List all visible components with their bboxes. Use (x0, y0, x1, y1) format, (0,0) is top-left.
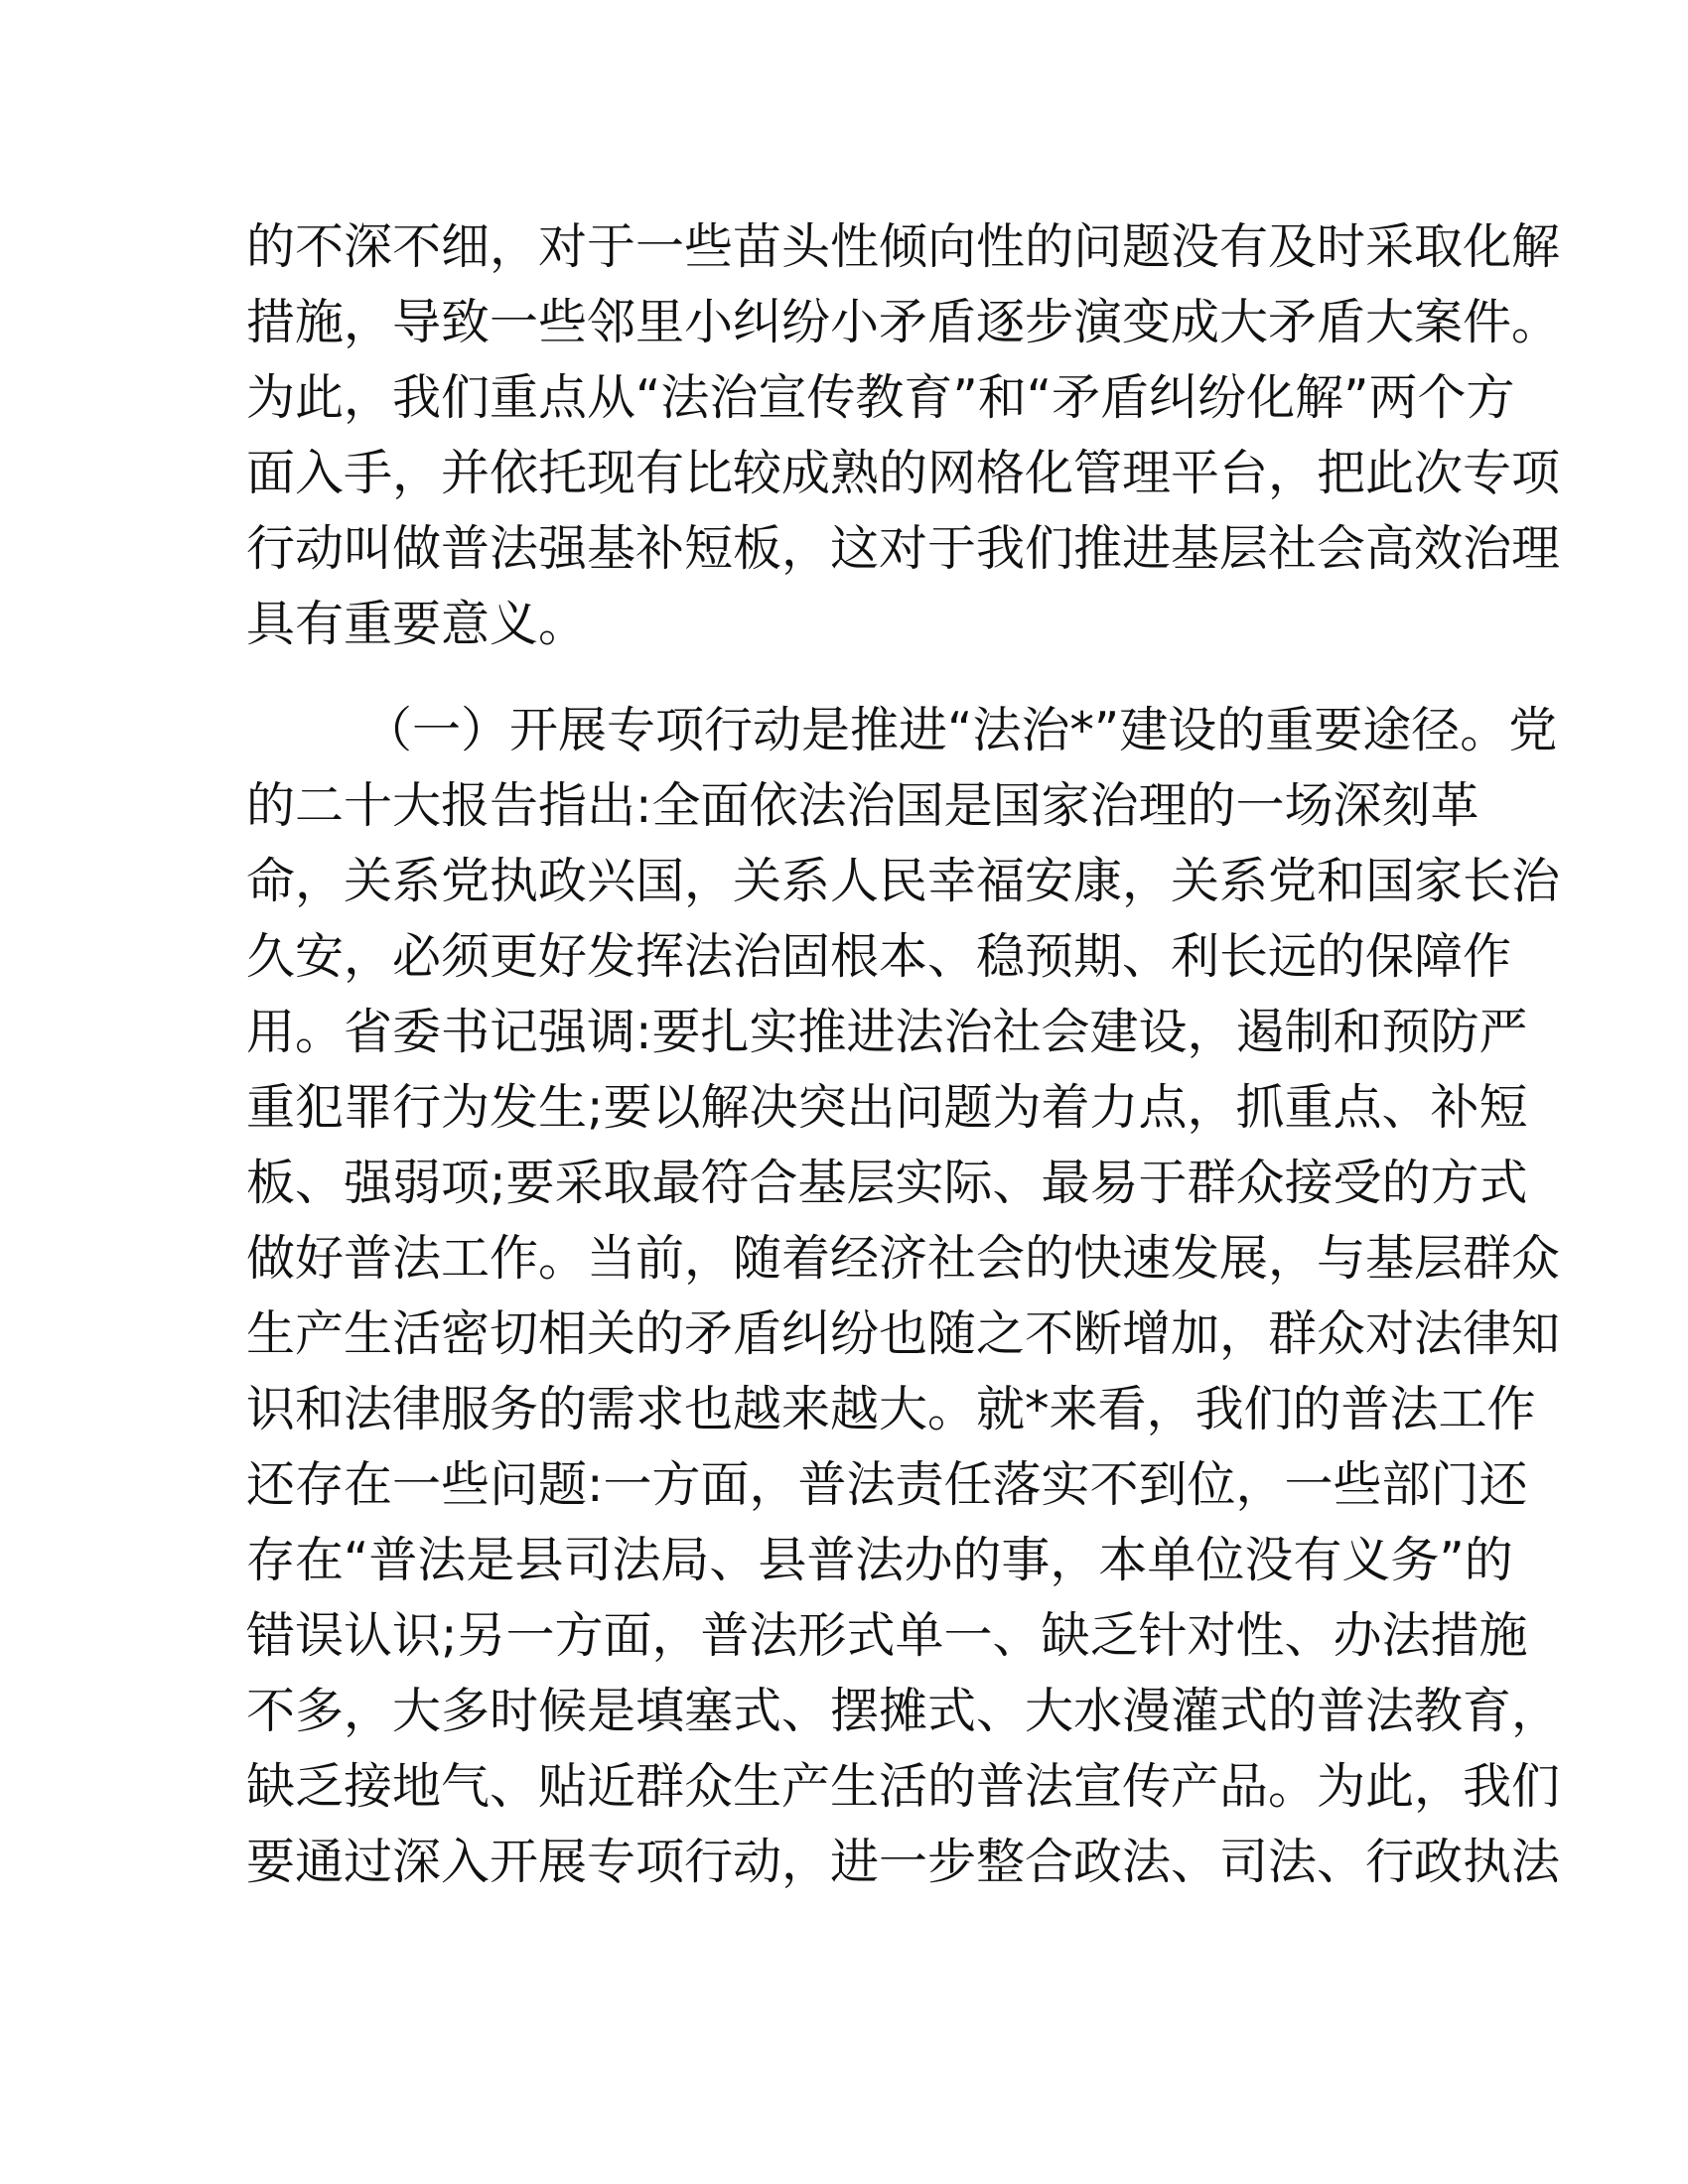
paragraph-2-line: 还存在一些问题:一方面，普法责任落实不到位，一些部门还 (246, 1456, 1528, 1513)
paragraph-2 (246, 693, 1561, 1900)
paragraph-1-line: 的不深不细，对于一些苗头性倾向性的问题没有及时采取化解 (246, 218, 1561, 275)
paragraph-2-heading-line: （一）开展专项行动是推进“法治*”建设的重要途径。党 (363, 702, 1558, 758)
paragraph-2-line: 用。省委书记强调:要扎实推进法治社会建设，遏制和预防严 (246, 1004, 1528, 1060)
paragraph-2-line: 要通过深入开展专项行动，进一步整合政法、司法、行政执法 (246, 1834, 1561, 1890)
paragraph-1-line: 具有重要意义。 (246, 596, 588, 652)
paragraph-2-line: 做好普法工作。当前，随着经济社会的快速发展，与基层群众 (246, 1230, 1561, 1287)
paragraph-2-line: 重犯罪行为发生;要以解决突出问题为着力点，抓重点、补短 (246, 1079, 1528, 1136)
paragraph-1-line: 为此，我们重点从“法治宣传教育”和“矛盾纠纷化解”两个方 (246, 369, 1515, 426)
paragraph-2-line: 生产生活密切相关的矛盾纠纷也随之不断增加，群众对法律知 (246, 1305, 1561, 1362)
paragraph-1-line: 措施，导致一些邻里小纠纷小矛盾逐步演变成大矛盾大案件。 (246, 294, 1561, 350)
paragraph-1 (246, 209, 1561, 662)
paragraph-1-line: 面入手，并依托现有比较成熟的网格化管理平台，把此次专项 (246, 445, 1561, 501)
paragraph-2-line: 久安，必须更好发挥法治固根本、稳预期、利长远的保障作 (246, 928, 1512, 985)
paragraph-2-line: 不多，大多时候是填塞式、摆摊式、大水漫灌式的普法教育， (246, 1683, 1561, 1739)
paragraph-2-line: 错误认识;另一方面，普法形式单一、缺乏针对性、办法措施 (246, 1607, 1528, 1664)
paragraph-1-line: 行动叫做普法强基补短板，这对于我们推进基层社会高效治理 (246, 520, 1561, 577)
paragraph-2-line: 板、强弱项;要采取最符合基层实际、最易于群众接受的方式 (246, 1155, 1528, 1211)
paragraph-2-line: 识和法律服务的需求也越来越大。就*来看，我们的普法工作 (246, 1381, 1536, 1437)
paragraph-2-line: 的二十大报告指出:全面依法治国是国家治理的一场深刻革 (246, 777, 1479, 834)
paragraph-2-line: 命，关系党执政兴国，关系人民幸福安康，关系党和国家长治 (246, 853, 1561, 909)
paragraph-2-line: 缺乏接地气、贴近群众生产生活的普法宣传产品。为此，我们 (246, 1758, 1561, 1815)
paragraph-2-line: 存在“普法是县司法局、县普法办的事，本单位没有义务”的 (246, 1532, 1513, 1588)
